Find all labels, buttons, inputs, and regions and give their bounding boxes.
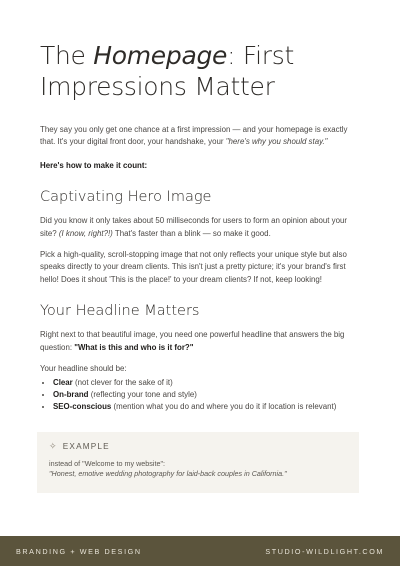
sparkle-icon: ✧ — [49, 440, 58, 451]
example-text — [49, 459, 349, 480]
section-heading-headline: Your Headline Matters — [40, 303, 200, 320]
hero-p1-aside: (I know, right?!) — [58, 228, 113, 238]
list-item-text: (not clever for the sake of it) — [72, 378, 173, 388]
document-body — [40, 40, 362, 493]
example-label-row — [49, 441, 349, 452]
headline-criteria-list — [40, 377, 362, 412]
example-line-1: instead of "Welcome to my website": — [49, 458, 166, 468]
headline-question: "What is this and who is it for?" — [74, 342, 194, 352]
title-suffix: : First Impressions Matter — [40, 41, 295, 101]
list-item-text: (reflecting your tone and style) — [88, 390, 197, 400]
title-emphasis: Homepage — [93, 41, 228, 70]
section-heading-hero: Captivating Hero Image — [40, 189, 212, 206]
hero-paragraph-2: Pick a high-quality, scroll-stopping image that not only reflects your unique style but also speaks directly to your dream clients. This isn't just a pretty picture; it's your brand's first hello! Does it shout 'This is the place!' to your dream clients? If not, keep looking! — [40, 250, 347, 284]
example-callout — [37, 432, 359, 493]
title-prefix: The — [40, 41, 94, 70]
footer-left: BRANDING + WEB DESIGN — [16, 546, 142, 556]
list-intro: Your headline should be: — [40, 364, 127, 374]
list-item-bold: On-brand — [53, 390, 89, 400]
list-item-text: (mention what you do and where you do it if location is relevant) — [111, 402, 337, 412]
headline-paragraph — [40, 329, 362, 354]
hero-p1-end: That's faster than a blink — so make it good. — [112, 228, 271, 238]
intro-quote: "here's why you should stay." — [225, 137, 328, 147]
hero-paragraph-1 — [40, 215, 362, 240]
lead-line: Here's how to make it count: — [40, 160, 148, 170]
example-label: EXAMPLE — [62, 441, 110, 451]
intro-text: They say you only get one chance at a first impression — and your homepage is exactly that. It's your digital front door, your handshake, your — [40, 125, 348, 147]
intro-paragraph — [40, 124, 362, 149]
page-title — [40, 40, 362, 102]
list-item-bold: SEO-conscious — [53, 402, 112, 412]
list-item — [53, 401, 362, 413]
footer-right: STUDIO-WILDLIGHT.COM — [265, 546, 384, 556]
footer-bar — [0, 536, 400, 566]
list-item — [53, 377, 362, 389]
headline-p1-start: Right next to that beautiful image, you need one powerful headline that answers the big question: — [40, 330, 345, 352]
list-item — [53, 389, 362, 401]
hero-p1-start: Did you know it only takes about 50 milliseconds for users to form an opinion about your site? — [40, 216, 348, 238]
list-item-bold: Clear — [53, 378, 73, 388]
example-line-2: "Honest, emotive wedding photography for laid-back couples in California." — [49, 469, 287, 479]
